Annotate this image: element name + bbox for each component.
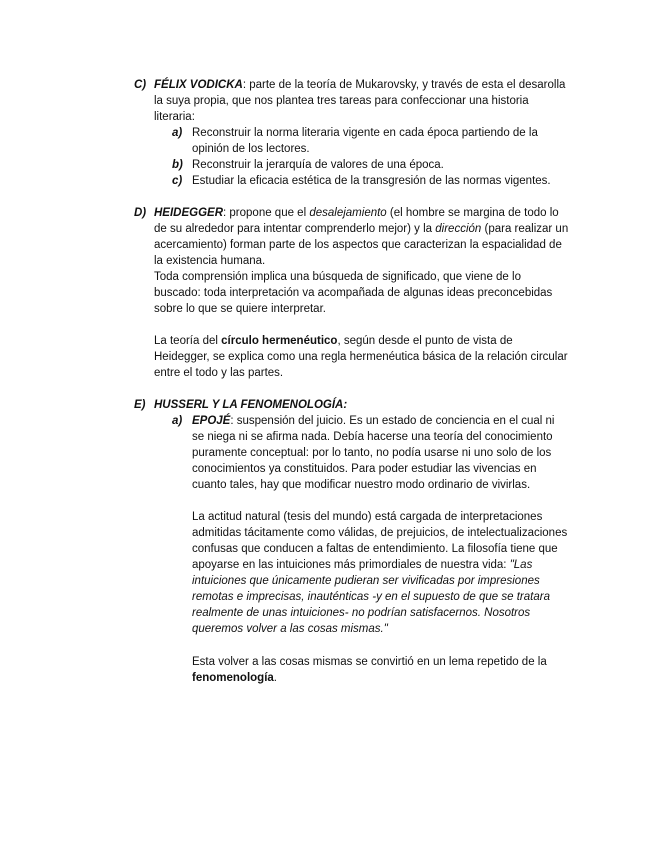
section-d-line-2: de su alrededor para intentar comprenderlo mejor) y la dirección (para realizar un	[154, 223, 569, 235]
item-c-a-line-2: opinión de los lectores.	[192, 143, 310, 155]
term-fenomenologia: fenomenología	[192, 672, 274, 684]
item-c-a-line-1: Reconstruir la norma literaria vigente en cada época partiendo de la	[192, 127, 538, 139]
item-e-a-line-4: conocimientos ya constituidos. Para poder estudiar las vivencias en	[192, 463, 537, 475]
section-e-title: HUSSERL Y LA FENOMENOLOGÍA:	[154, 399, 348, 411]
section-d-line-7: sobre lo que se quiere interpretar.	[154, 303, 326, 315]
section-d-p2-line-1: La teoría del círculo hermenéutico, según desde el punto de vista de	[154, 335, 513, 347]
term-circulo-hermeneutico: círculo hermenéutico	[221, 335, 338, 347]
section-d-line-1: HEIDEGGER: propone que el desalejamiento (el hombre se margina de todo lo	[154, 207, 559, 219]
section-d-p2-line-3: entre el todo y las partes.	[154, 367, 284, 379]
term-direccion: dirección	[435, 223, 482, 235]
item-e-p2-line-1: La actitud natural (tesis del mundo) está cargada de interpretaciones	[192, 511, 543, 523]
section-d-line-4: la existencia humana.	[154, 255, 266, 267]
item-e-p2-line-2: admitidas tácitamente como válidas, de prejuicios, de intelectualizaciones	[192, 527, 568, 539]
section-c-line-3: literaria:	[154, 111, 195, 123]
section-d-line-6: buscado: toda interpretación va acompañada de algunas ideas preconcebidas	[154, 287, 553, 299]
quote-start: "Las	[509, 559, 533, 571]
quote-line-2: intuiciones que únicamente pudieran ser vivificadas por impresiones	[192, 575, 540, 587]
section-d-line-5: Toda comprensión implica una búsqueda de significado, que viene de lo	[154, 271, 521, 283]
section-d-name: HEIDEGGER	[154, 207, 224, 219]
item-c-b-marker: b)	[172, 159, 183, 171]
section-c-line-1	[154, 78, 565, 93]
quote-line-5: queremos volver a las cosas mismas."	[192, 623, 388, 635]
term-epoje: EPOJÉ	[192, 415, 231, 427]
section-c-name: FÉLIX VODICKA	[154, 79, 243, 91]
item-c-c-line-1: Estudiar la eficacia estética de la transgresión de las normas vigentes.	[192, 175, 551, 187]
term-desalejamiento: desalejamiento	[309, 207, 387, 219]
quote-line-4: realmente de unas intuiciones- no podrían satisfacernos. Nosotros	[192, 607, 531, 619]
item-e-a-line-3: puramente conceptual: por lo tanto, no podía usarse ni uno solo de los	[192, 447, 552, 459]
section-c-line-2: la suya propia, que nos plantea tres tareas para confeccionar una historia	[154, 95, 529, 107]
item-e-p2-line-4: apoyarse en las intuiciones más primordiales de nuestra vida: "Las	[192, 559, 533, 571]
section-c-marker: C)	[134, 79, 147, 91]
item-e-p3-line-2: fenomenología.	[192, 672, 277, 684]
section-d-p2-line-2: Heidegger, se explica como una regla hermenéutica básica de la relación circular	[154, 351, 568, 363]
section-d-marker: D)	[134, 207, 147, 219]
item-e-a-line-1: EPOJÉ: suspensión del juicio. Es un estado de conciencia en el cual ni	[192, 415, 555, 427]
item-e-p3-line-1: Esta volver a las cosas mismas se convirtió en un lema repetido de la	[192, 656, 547, 668]
item-e-a-marker: a)	[172, 415, 183, 427]
quote-line-3: remotas e imprecisas, inauténticas -y en el supuesto de que se tratara	[192, 591, 550, 603]
item-c-c-marker: c)	[172, 175, 183, 187]
item-e-a-line-5: cuanto tales, hay que modificar nuestro modo ordinario de vivirlas.	[192, 479, 531, 491]
section-c-text: : parte de la teoría de Mukarovsky, y través de esta el desarolla	[242, 79, 566, 91]
item-c-b-line-1: Reconstruir la jerarquía de valores de una época.	[192, 159, 444, 171]
section-d-line-3: acercamiento) forman parte de los aspectos que caracterizan la espacialidad de	[154, 239, 562, 251]
item-e-p2-line-3: confusas que conducen a faltas de entendimiento. La filosofía tiene que	[192, 543, 558, 555]
item-e-a-line-2: se niega ni se afirma nada. Debía hacerse una teoría del conocimiento	[192, 431, 553, 443]
section-e-marker: E)	[134, 399, 146, 411]
item-c-a-marker: a)	[172, 127, 183, 139]
